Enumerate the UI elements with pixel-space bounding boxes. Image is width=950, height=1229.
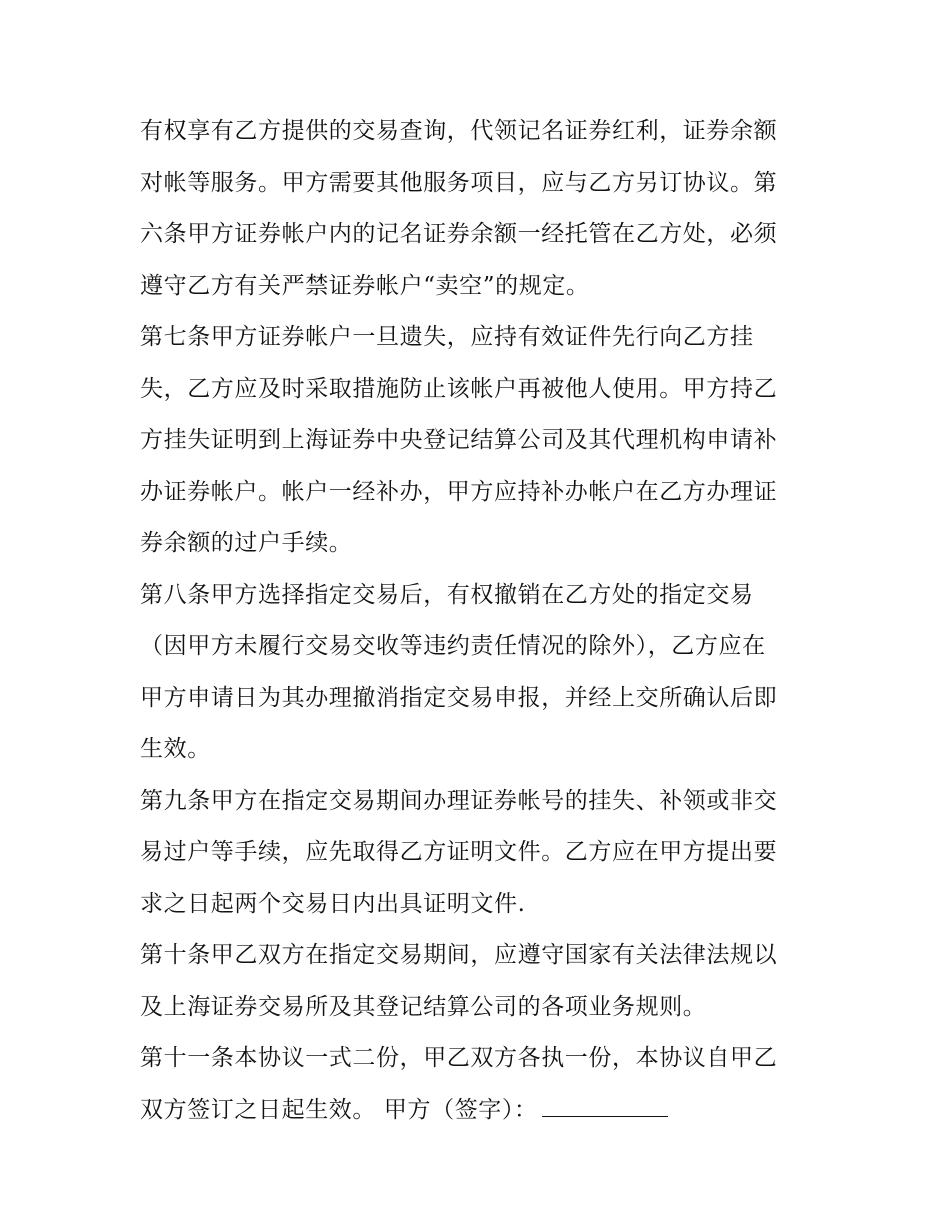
text-line: 六条甲方证券帐户内的记名证券余额一经托管在乙方处，必须 (140, 221, 778, 247)
text-line: 生效。 (140, 736, 211, 762)
text-line: 第九条甲方在指定交易期间办理证券帐号的挂失、补领或非交 (140, 787, 778, 814)
document-body (140, 106, 820, 1136)
signature-line (140, 1085, 820, 1137)
paragraph-article-8 (140, 570, 820, 776)
text-line: 第十一条本协议一式二份，甲乙双方各执一份，本协议自甲乙 (140, 1045, 778, 1071)
signature-blank (542, 1096, 668, 1117)
text-line: 办证券帐户。帐户一经补办，甲方应持补办帐户在乙方办理证 (140, 478, 778, 505)
paragraph-article-6 (140, 106, 820, 312)
text-line: 第八条甲方选择指定交易后，有权撤销在乙方处的指定交易 (140, 581, 754, 608)
paragraph-article-7 (140, 312, 820, 570)
text-line: 遵守乙方有关严禁证券帐户“卖空”的规定。 (140, 272, 590, 299)
text-line: 有权享有乙方提供的交易查询，代领记名证券红利，证券余额 (140, 118, 778, 144)
paragraph-article-11 (140, 1033, 820, 1136)
text-line: 第十条甲乙双方在指定交易期间，应遵守国家有关法律法规以 (140, 942, 778, 968)
text-line: 方挂失证明到上海证券中央登记结算公司及其代理机构申请补 (140, 427, 778, 453)
text-line: 第七条甲方证券帐户一旦遗失，应持有效证件先行向乙方挂 (140, 324, 754, 350)
paragraph-article-10 (140, 930, 820, 1033)
signature-label: 双方签订之日起生效。 甲方（签字）： (140, 1096, 538, 1123)
text-line: 易过户等手续，应先取得乙方证明文件。乙方应在甲方提出要 (140, 839, 778, 865)
text-line: 对帐等服务。甲方需要其他服务项目，应与乙方另订协议。第 (140, 169, 778, 196)
text-line: 券余额的过户手续。 (140, 530, 353, 556)
text-line: 甲方申请日为其办理撤消指定交易申报，并经上交所确认后即 (140, 684, 778, 711)
text-line: 及上海证券交易所及其登记结算公司的各项业务规则。 (140, 993, 707, 1020)
text-line: 求之日起两个交易日内出具证明文件. (140, 890, 526, 917)
paragraph-article-9 (140, 776, 820, 931)
text-line: 失，乙方应及时采取措施防止该帐户再被他人使用。甲方持乙 (140, 375, 778, 402)
text-line: （因甲方未履行交易交收等违约责任情况的除外），乙方应在 (140, 633, 766, 659)
